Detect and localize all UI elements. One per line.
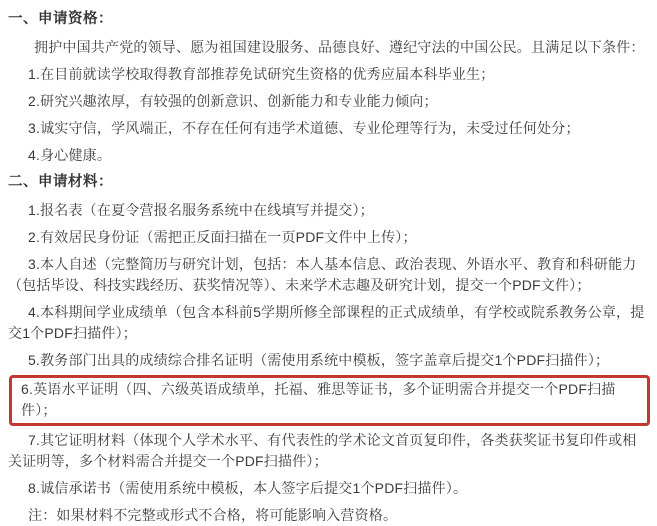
eligibility-section-title: 一、申请资格：	[8, 11, 113, 27]
red-highlight-box: 6.英语水平证明（四、六级英语成绩单，托福、雅思等证书，多个证明需合并提交一个PDF扫描件）；	[9, 375, 650, 426]
eligibility-item-3: 3.诚实守信，学风端正，不存在任何有违学术道德、专业伦理等行为，未受过任何处分；	[28, 120, 580, 136]
eligibility-item-4: 4.身心健康。	[28, 147, 112, 163]
materials-item-3: 3.本人自述（完整简历与研究计划，包括：本人基本信息、政治表现、外语水平、教育和科研能力（包括毕设、科技实践经历、获奖情况等）、未来学术志趣及研究计划，提交一个PDF文件）；	[8, 256, 637, 293]
eligibility-intro-text: 拥护中国共产党的领导、愿为祖国建设服务、品德良好、遵纪守法的中国公民。且满足以下条件：	[34, 39, 645, 55]
materials-section-title: 二、申请材料：	[8, 174, 113, 190]
materials-note: 注：如果材料不完整或形式不合格，将可能影响入营资格。	[28, 507, 398, 523]
materials-item-4: 4.本科期间学业成绩单（包含本科前5学期所修全部课程的正式成绩单，有学校或院系教务公章，提交1个PDF扫描件）；	[8, 304, 645, 341]
eligibility-item-1: 1.在目前就读学校取得教育部推荐免试研究生资格的优秀应届本科毕业生；	[28, 66, 495, 82]
materials-item-1: 1.报名表（在夏令营报名服务系统中在线填写并提交）；	[28, 202, 374, 218]
section-materials	[8, 172, 650, 526]
materials-item-2: 2.有效居民身份证（需把正反面扫描在一页PDF文件中上传）；	[28, 229, 417, 245]
section-eligibility	[8, 9, 650, 166]
materials-item-7: 7.其它证明材料（体现个人学术水平、有代表性的学术论文首页复印件，各类获奖证书复印件或相关证明等，多个材料需合并提交一个PDF扫描件）；	[8, 432, 637, 469]
materials-item-8: 8.诚信承诺书（需使用系统中模板，本人签字后提交1个PDF扫描件）。	[28, 480, 468, 496]
materials-item-5: 5.教务部门出具的成绩综合排名证明（需使用系统中模板，签字盖章后提交1个PDF扫描件）；	[28, 352, 610, 368]
materials-item-6	[8, 375, 650, 426]
eligibility-item-2: 2.研究兴趣浓厚，有较强的创新意识、创新能力和专业能力倾向；	[28, 93, 438, 109]
